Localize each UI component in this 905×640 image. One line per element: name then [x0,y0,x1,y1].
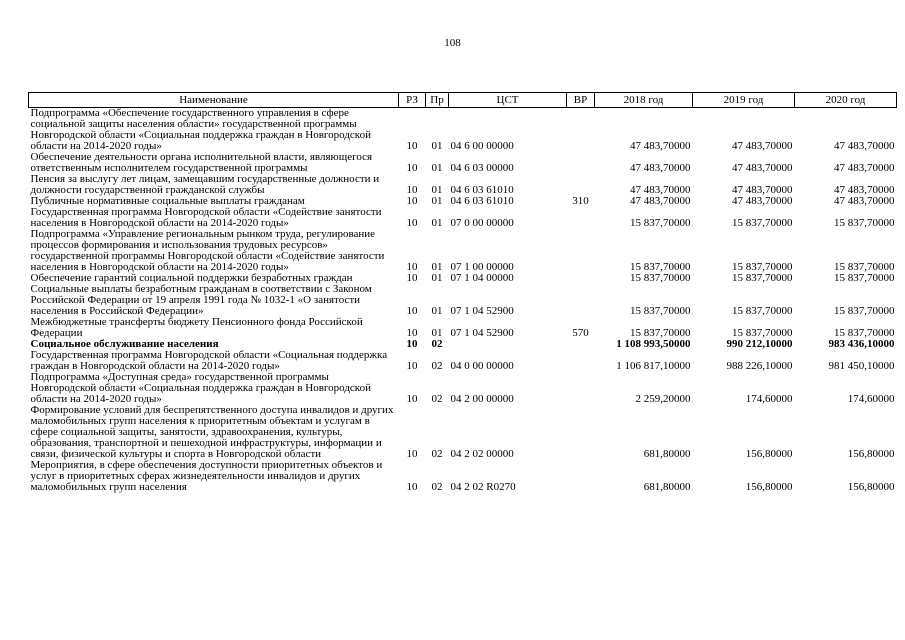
cell-cst: 04 0 00 00000 [450,360,514,372]
header-rz: РЗ [399,93,426,108]
cell-pr: 01 [431,272,443,284]
cell-cst: 07 0 00 00000 [450,217,514,229]
cell-2020: 47 483,70000 [834,140,895,152]
cell-rz: 10 [406,338,418,350]
cell-2019: 47 483,70000 [732,184,793,196]
cell-pr: 02 [431,481,443,493]
cell-pr: 01 [431,195,443,207]
cell-cst [449,339,567,350]
cell-cst: 07 1 04 52900 [450,305,514,317]
cell-rz: 10 [406,261,418,273]
cell-vr [567,460,595,493]
cell-rz: 10 [406,481,418,493]
cell-2019: 15 837,70000 [732,327,793,339]
cell-rz: 10 [406,140,418,152]
cell-2020: 47 483,70000 [834,195,895,207]
cell-vr [567,108,595,153]
cell-cst: 07 1 04 52900 [450,327,514,339]
cell-pr: 01 [431,327,443,339]
header-name: Наименование [29,93,399,108]
cell-vr [567,350,595,372]
cell-2019: 988 226,10000 [726,360,793,372]
table-row [29,174,897,196]
cell-cst: 04 2 02 R0270 [450,481,516,493]
cell-name: Формирование условий для беспрепятственного доступа инвалидов и других маломобильных групп населения к приоритетным объектам и услугам в сфере социальной защиты, занятости, здравоохранения, культуры, образования, транспортной и пешеходной инфраструктуры, информации и связи, физической культуры и спорта в Новгородской области [30,404,394,460]
table-row [29,317,897,339]
table-header [29,93,897,108]
cell-pr: 01 [431,305,443,317]
cell-2018: 681,80000 [643,448,691,460]
cell-name: Социальное обслуживание населения [30,338,219,350]
cell-2018: 15 837,70000 [630,272,691,284]
cell-2019: 156,80000 [745,481,793,493]
cell-vr [567,229,595,273]
cell-name: Межбюджетные трансферты бюджету Пенсионного фонда Российской Федерации [30,316,363,339]
budget-table [28,92,897,493]
cell-name: Подпрограмма «Обеспечение государственного управления в сфере социальной защиты населения области» государственной программы Новгородской области «Социальная поддержка граждан в Новгородской области на 2014-2020 годы» [30,107,371,152]
cell-2020: 156,80000 [847,448,895,460]
cell-name: Подпрограмма «Управление региональным рынком труда, регулирование процессов формирования и использования трудовых ресурсов» государственной программы Новгородской области «Содействие занятости населения в Новгородской области на 2014-2020 годы» [30,228,385,273]
table-body [29,108,897,494]
cell-2018: 2 259,20000 [635,393,691,405]
cell-2018: 47 483,70000 [630,184,691,196]
cell-rz: 10 [406,393,418,405]
cell-vr [567,273,595,284]
cell-2020: 981 450,10000 [828,360,895,372]
cell-rz: 10 [406,448,418,460]
table-row [29,152,897,174]
cell-2020: 983 436,10000 [828,338,895,350]
cell-vr [567,372,595,405]
cell-2019: 156,80000 [745,448,793,460]
cell-name: Подпрограмма «Доступная среда» государственной программы Новгородской области «Социальная поддержка граждан в Новгородской области на 2014-2020 годы» [30,371,371,405]
cell-2020: 47 483,70000 [834,162,895,174]
cell-name: Мероприятия, в сфере обеспечения доступности приоритетных объектов и услуг в приоритетных сферах жизнедеятельности инвалидов и других маломобильных групп населения [30,459,383,493]
cell-vr [567,174,595,196]
cell-2020: 15 837,70000 [834,261,895,273]
cell-name: Социальные выплаты безработным гражданам в соответствии с Законом Российской Федерации от 19 апреля 1991 года № 1032-1 «О занятости населения в Российской Федерации» [30,283,372,317]
cell-pr: 01 [431,184,443,196]
table-row [29,372,897,405]
cell-2020: 15 837,70000 [834,217,895,229]
cell-name: Обеспечение деятельности органа исполнительной власти, являющегося ответственным исполнителем государственной программы [30,151,373,174]
cell-pr: 02 [431,448,443,460]
cell-2020: 15 837,70000 [834,305,895,317]
cell-2018: 47 483,70000 [630,195,691,207]
cell-vr [567,339,595,350]
cell-rz: 10 [406,305,418,317]
cell-rz: 10 [406,184,418,196]
cell-pr: 01 [431,140,443,152]
table-row [29,108,897,153]
cell-rz: 10 [406,327,418,339]
header-pr: Пр [426,93,449,108]
cell-rz: 10 [406,272,418,284]
cell-name: Пенсия за выслугу лет лицам, замещавшим государственные должности и должности государственной гражданской службы [30,173,380,196]
cell-name: Обеспечение гарантий социальной поддержки безработных граждан [30,272,353,284]
table-row [29,207,897,229]
table-row [29,460,897,493]
cell-2018: 1 108 993,50000 [616,338,691,350]
cell-2019: 47 483,70000 [732,162,793,174]
cell-vr [567,207,595,229]
cell-rz: 10 [406,217,418,229]
cell-vr [567,405,595,460]
cell-vr [567,152,595,174]
cell-2019: 15 837,70000 [732,272,793,284]
cell-2018: 15 837,70000 [630,327,691,339]
cell-name: Государственная программа Новгородской области «Содействие занятости населения в Новгородской области на 2014-2020 годы» [30,206,382,229]
header-2018: 2018 год [595,93,693,108]
cell-vr: 310 [572,195,589,207]
cell-pr: 01 [431,162,443,174]
header-vr: ВР [567,93,595,108]
cell-rz: 10 [406,360,418,372]
cell-cst: 04 6 03 61010 [450,184,514,196]
cell-rz: 10 [406,162,418,174]
table-row [29,350,897,372]
cell-2018: 47 483,70000 [630,140,691,152]
cell-cst: 07 1 00 00000 [450,261,514,273]
table-row [29,229,897,273]
cell-2020: 15 837,70000 [834,327,895,339]
table-row [29,405,897,460]
cell-name: Публичные нормативные социальные выплаты гражданам [30,195,305,207]
cell-2018: 47 483,70000 [630,162,691,174]
cell-cst: 04 2 02 00000 [450,448,514,460]
header-2020: 2020 год [795,93,897,108]
cell-cst: 07 1 04 00000 [450,272,514,284]
cell-2020: 47 483,70000 [834,184,895,196]
cell-cst: 04 6 00 00000 [450,140,514,152]
cell-2018: 15 837,70000 [630,305,691,317]
cell-2019: 15 837,70000 [732,217,793,229]
cell-vr: 570 [572,327,589,339]
cell-2019: 15 837,70000 [732,305,793,317]
cell-cst: 04 6 03 61010 [450,195,514,207]
cell-2018: 1 106 817,10000 [616,360,691,372]
cell-2019: 15 837,70000 [732,261,793,273]
cell-pr: 02 [431,393,443,405]
cell-cst: 04 6 03 00000 [450,162,514,174]
cell-vr [567,284,595,317]
cell-2018: 15 837,70000 [630,261,691,273]
cell-rz: 10 [406,195,418,207]
header-cst: ЦСТ [449,93,567,108]
cell-2020: 156,80000 [847,481,895,493]
header-2019: 2019 год [693,93,795,108]
cell-2019: 174,60000 [745,393,793,405]
cell-pr: 01 [431,217,443,229]
page-number: 108 [444,37,461,49]
cell-name: Государственная программа Новгородской области «Социальная поддержка граждан в Новгородской области на 2014-2020 годы» [30,349,388,372]
cell-2020: 15 837,70000 [834,272,895,284]
cell-2018: 681,80000 [643,481,691,493]
cell-2019: 990 212,10000 [726,338,793,350]
cell-2020: 174,60000 [847,393,895,405]
cell-pr: 02 [431,360,443,372]
cell-2019: 47 483,70000 [732,195,793,207]
cell-pr: 02 [431,338,443,350]
cell-cst: 04 2 00 00000 [450,393,514,405]
cell-2019: 47 483,70000 [732,140,793,152]
cell-2018: 15 837,70000 [630,217,691,229]
cell-pr: 01 [431,261,443,273]
table-row [29,284,897,317]
